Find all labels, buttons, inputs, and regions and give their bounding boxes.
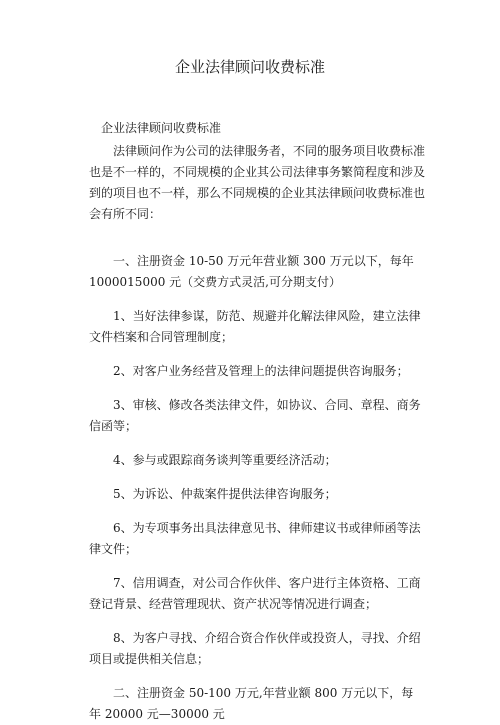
intro-paragraph: 法律顾问作为公司的法律服务者，不同的服务项目收费标准也是不一样的，不同规模的企业其公司法律事务繁简程度和涉及到的项目也不一样，那么不同规模的企业其法律顾问收费标准也会有所不同：	[89, 144, 426, 221]
list-item: 2、对客户业务经营及管理上的法律问题提供咨询服务；	[113, 364, 409, 378]
list-item: 3、审核、修改各类法律文件，如协议、合同、章程、商务信函等；	[89, 398, 421, 433]
list-item: 4、参与或跟踪商务谈判等重要经济活动；	[113, 453, 337, 467]
section-heading-2: 二、注册资金 50-100 万元,年营业额 800 万元以下，每年 20000 元—30000 元	[89, 686, 414, 721]
document-title: 企业法律顾问收费标准	[174, 58, 325, 76]
list-item: 5、为诉讼、仲裁案件提供法律咨询服务；	[113, 487, 337, 501]
document-body	[89, 118, 425, 725]
list-item: 1、当好法律参谋，防范、规避并化解法律风险，建立法律文件档案和合同管理制度；	[89, 309, 421, 344]
document-subtitle: 企业法律顾问收费标准	[101, 121, 222, 135]
paragraph-spacer	[89, 225, 425, 251]
section-heading-1: 一、注册资金 10-50 万元年营业额 300 万元以下，每年 1000015000 元（交费方式灵活,可分期支付）	[89, 254, 414, 289]
list-item: 8、为客户寻找、介绍合资合作伙伴或投资人，寻找、介绍项目或提供相关信息；	[89, 631, 421, 666]
list-item: 6、为专项事务出具法律意见书、律师建议书或律师函等法律文件；	[89, 521, 421, 556]
list-item: 7、信用调查，对公司合作伙伴、客户进行主体资格、工商登记背景、经营管理现状、资产状况等情况进行调查；	[89, 576, 421, 611]
